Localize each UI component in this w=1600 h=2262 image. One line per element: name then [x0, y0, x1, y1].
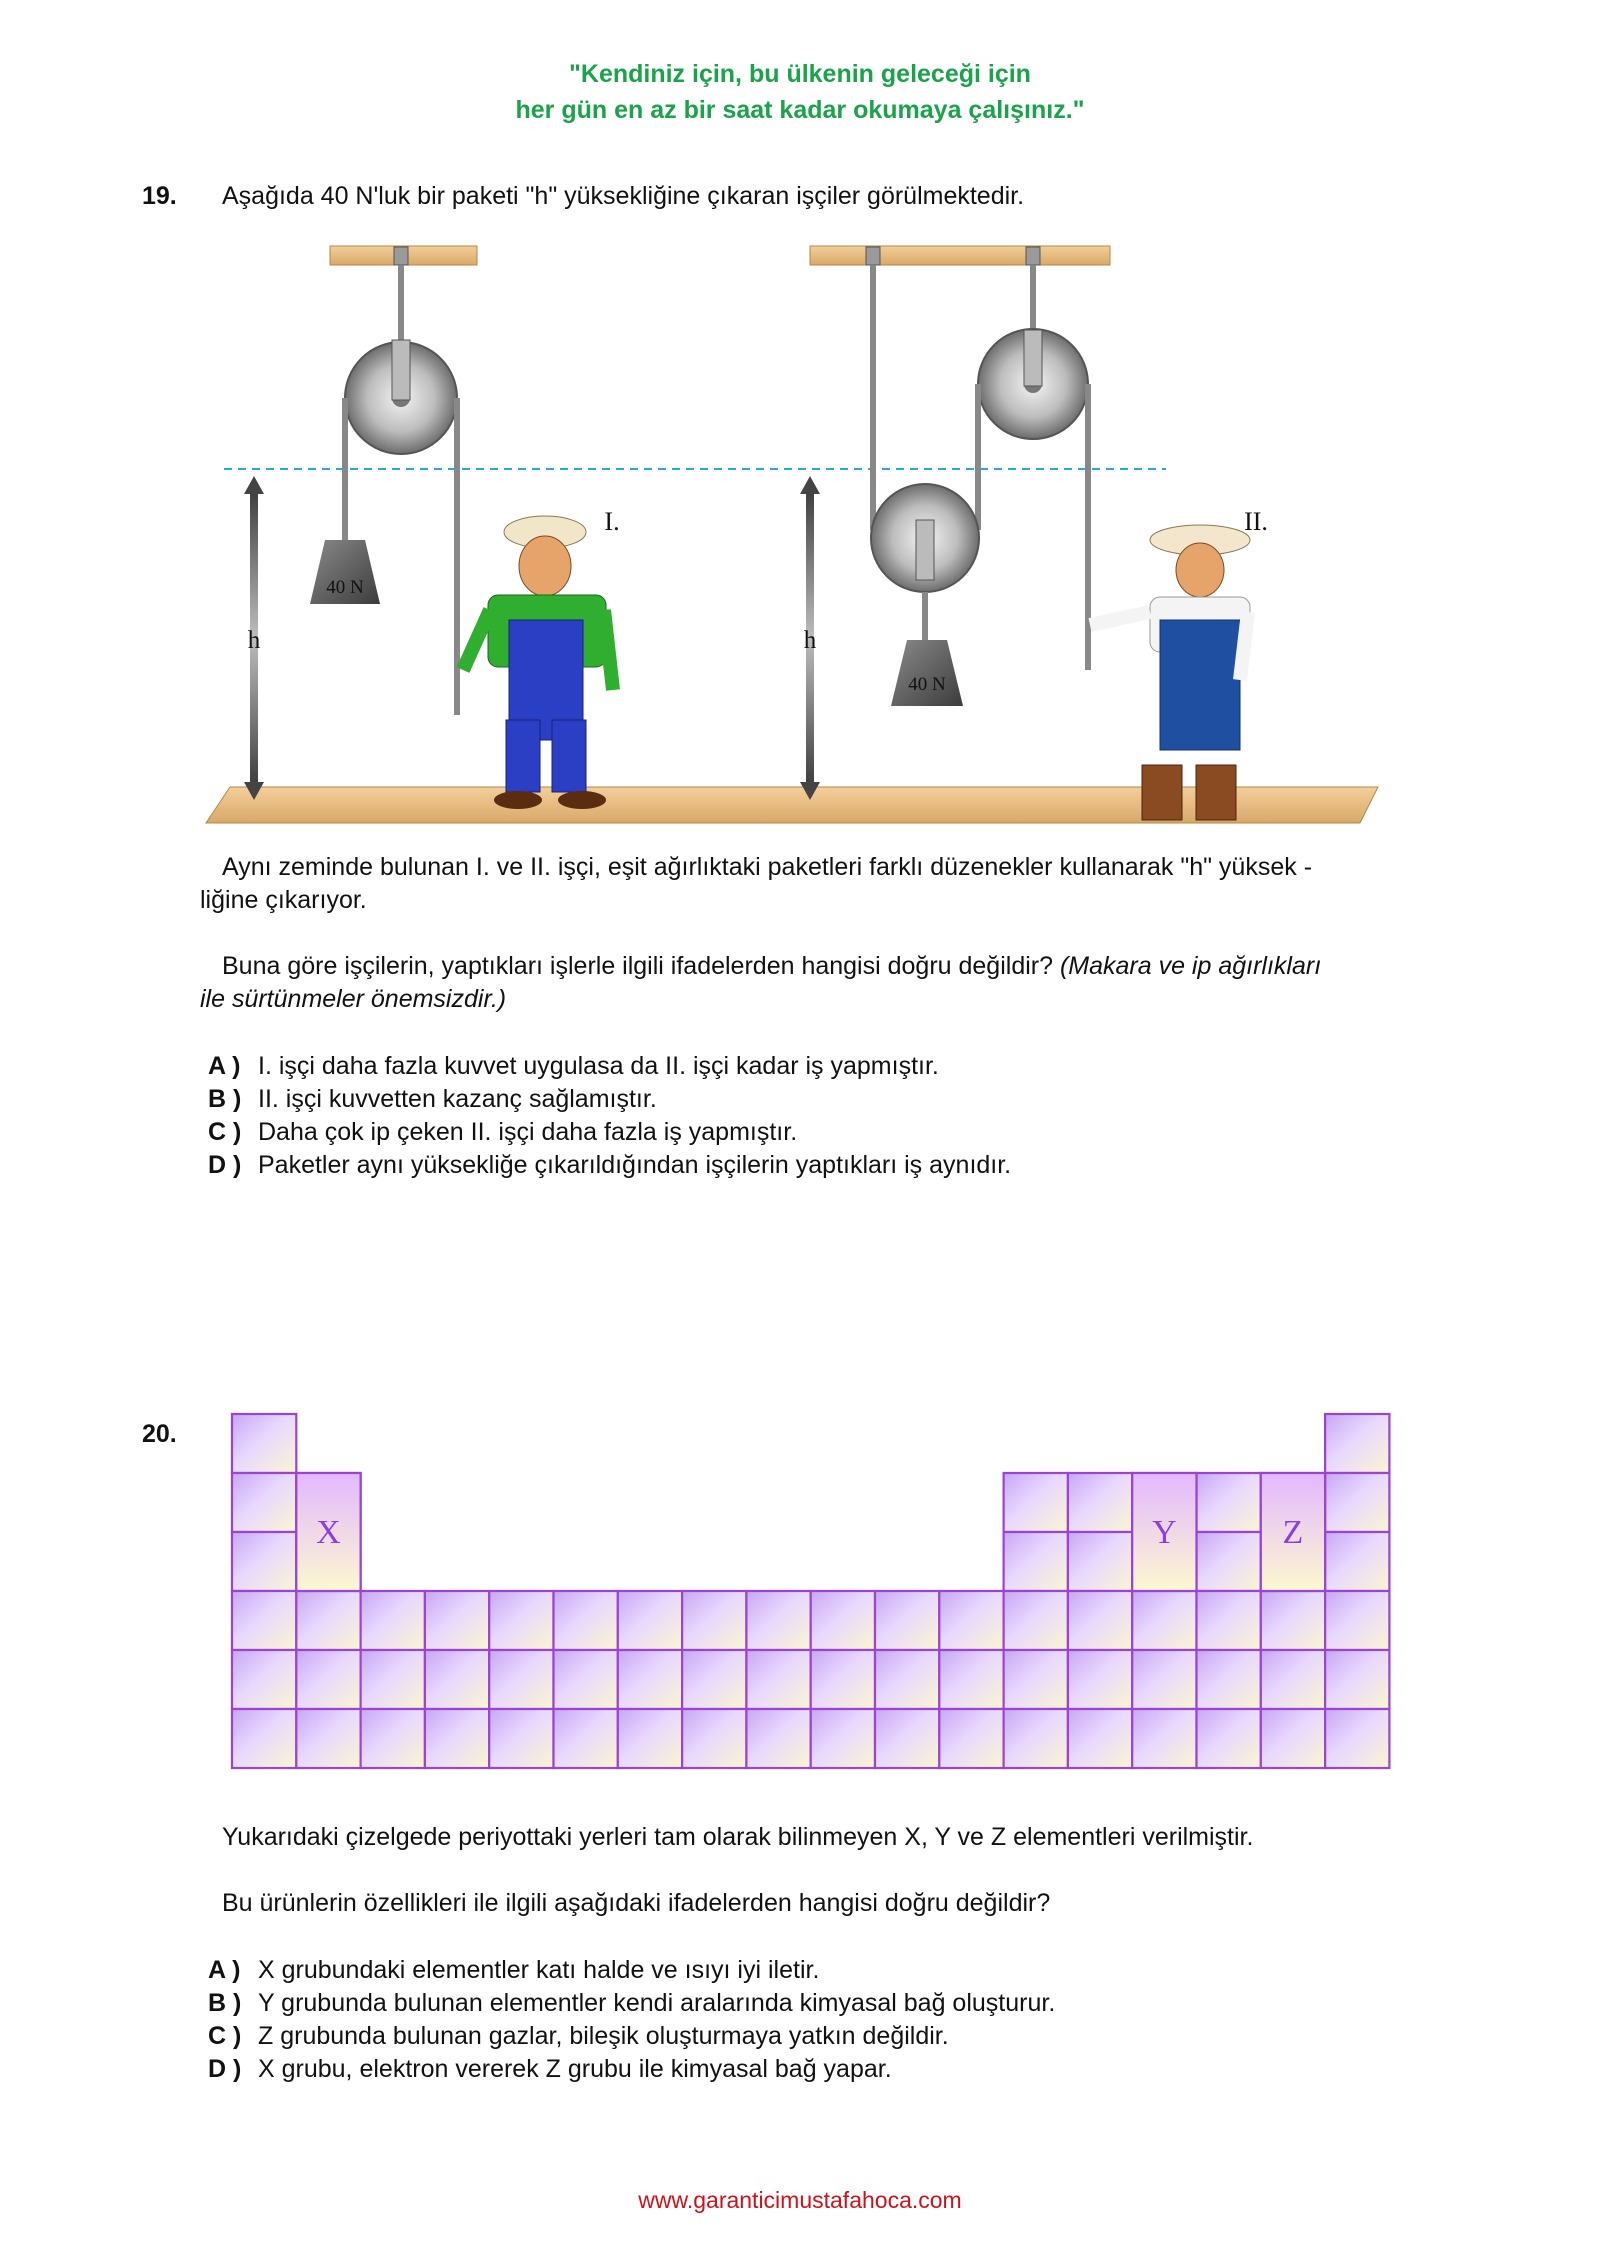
element-y-label: Y	[1152, 1514, 1177, 1551]
table-cell	[1197, 1532, 1261, 1591]
question-19-number: 19.	[142, 182, 177, 210]
table-cell	[811, 1650, 875, 1709]
table-cell	[618, 1709, 682, 1768]
table-cell	[875, 1591, 939, 1650]
weight-label-1: 40 N	[326, 577, 364, 598]
table-cell	[1004, 1650, 1068, 1709]
table-cell	[361, 1709, 425, 1768]
table-cell	[1325, 1709, 1389, 1768]
table-cell	[1132, 1650, 1196, 1709]
table-cell	[682, 1591, 746, 1650]
table-cell	[489, 1709, 553, 1768]
table-cell	[296, 1650, 360, 1709]
table-cell	[1261, 1709, 1325, 1768]
table-cell	[875, 1650, 939, 1709]
table-cell	[1261, 1650, 1325, 1709]
table-cell	[875, 1709, 939, 1768]
worker-label-2: II.	[1244, 507, 1268, 536]
table-cell	[1325, 1473, 1389, 1532]
table-cell	[1004, 1591, 1068, 1650]
question-19-para1-line2: liğine çıkarıyor.	[200, 886, 367, 914]
table-cell	[939, 1709, 1003, 1768]
table-cell	[939, 1591, 1003, 1650]
table-cell	[618, 1591, 682, 1650]
table-cell	[554, 1650, 618, 1709]
table-cell	[1325, 1650, 1389, 1709]
question-20-number: 20.	[142, 1420, 177, 1448]
pulley-figure	[0, 0, 1600, 860]
table-cell	[1068, 1709, 1132, 1768]
table-cell	[425, 1591, 489, 1650]
table-cell	[296, 1591, 360, 1650]
table-cell	[1325, 1414, 1389, 1473]
table-cell	[554, 1709, 618, 1768]
weight-block-2	[891, 640, 963, 706]
table-cell	[1004, 1709, 1068, 1768]
table-cell	[232, 1591, 296, 1650]
table-cell	[1197, 1591, 1261, 1650]
table-cell	[618, 1650, 682, 1709]
periodic-table-outline	[230, 1412, 1400, 1774]
worker-1	[463, 516, 613, 809]
question-19-prompt: Aşağıda 40 N'luk bir paketi "h" yüksekliğine çıkaran işçiler görülmektedir.	[222, 182, 1025, 210]
question-19-question: Buna göre işçilerin, yaptıkları işlerle ilgili ifadelerden hangisi doğru değildir?	[222, 952, 1060, 980]
question-19-note: (Makara ve ip ağırlıkları	[1059, 952, 1322, 980]
table-cell	[1068, 1650, 1132, 1709]
table-cell	[232, 1414, 296, 1473]
table-cell	[361, 1591, 425, 1650]
question-19-option-c[interactable]: C ) Daha çok ip çeken II. işçi daha fazla iş yapmıştır.	[208, 1118, 798, 1146]
question-19-option-a[interactable]: A ) I. işçi daha fazla kuvvet uygulasa da II. işçi kadar iş yapmıştır.	[208, 1052, 939, 1080]
worker-label-1: I.	[604, 507, 620, 536]
table-cell	[425, 1709, 489, 1768]
footer-url[interactable]: www.garanticimustafahoca.com	[638, 2187, 962, 2213]
weight-label-2: 40 N	[908, 674, 946, 695]
question-19-option-d[interactable]: D ) Paketler aynı yüksekliğe çıkarıldığından işçilerin yaptıkları iş aynıdır.	[208, 1151, 1012, 1179]
table-cell	[1197, 1473, 1261, 1532]
table-cell	[296, 1709, 360, 1768]
table-cell	[489, 1650, 553, 1709]
table-cell	[746, 1650, 810, 1709]
question-20-option-d[interactable]: D ) X grubu, elektron vererek Z grubu ile kimyasal bağ yapar.	[208, 2055, 892, 2083]
motto-line-1: "Kendiniz için, bu ülkenin geleceği için	[569, 60, 1031, 88]
question-20-option-a[interactable]: A ) X grubundaki elementler katı halde ve ısıyı iyi iletir.	[208, 1956, 820, 1984]
question-19-note-line2: ile sürtünmeler önemsizdir.)	[200, 985, 507, 1013]
motto-line-2: her gün en az bir saat kadar okumaya çalışınız."	[515, 96, 1085, 124]
table-cell	[746, 1591, 810, 1650]
height-label-2: h	[803, 627, 817, 654]
table-cell	[232, 1532, 296, 1591]
table-cell	[1004, 1473, 1068, 1532]
table-cell	[1197, 1709, 1261, 1768]
table-cell	[1068, 1532, 1132, 1591]
table-cell	[1132, 1591, 1196, 1650]
worker-2	[1090, 525, 1250, 820]
question-19-option-b[interactable]: B ) II. işçi kuvvetten kazanç sağlamıştır.	[208, 1085, 657, 1113]
table-cell	[1132, 1709, 1196, 1768]
table-cell	[554, 1591, 618, 1650]
question-20-para2: Bu ürünlerin özellikleri ile ilgili aşağıdaki ifadelerden hangisi doğru değildir?	[222, 1889, 1051, 1917]
table-cell	[1068, 1591, 1132, 1650]
table-cell	[232, 1473, 296, 1532]
table-cell	[1261, 1591, 1325, 1650]
table-cell	[1068, 1473, 1132, 1532]
table-cell	[1325, 1532, 1389, 1591]
table-cell	[232, 1709, 296, 1768]
table-cell	[1325, 1591, 1389, 1650]
height-label-1: h	[247, 627, 261, 654]
question-20-para1: Yukarıdaki çizelgede periyottaki yerleri tam olarak bilinmeyen X, Y ve Z elementleri verilmiştir.	[222, 1823, 1254, 1851]
ceiling-beam-2	[810, 246, 1110, 265]
question-20-option-b[interactable]: B ) Y grubunda bulunan elementler kendi aralarında kimyasal bağ oluşturur.	[208, 1989, 1056, 2017]
table-cell	[489, 1591, 553, 1650]
question-20-option-c[interactable]: C ) Z grubunda bulunan gazlar, bileşik oluşturmaya yatkın değildir.	[208, 2022, 949, 2050]
table-cell	[811, 1591, 875, 1650]
table-cell	[361, 1650, 425, 1709]
table-cell	[425, 1650, 489, 1709]
table-cell	[1004, 1532, 1068, 1591]
table-cell	[811, 1709, 875, 1768]
table-cell	[939, 1650, 1003, 1709]
element-z-label: Z	[1282, 1514, 1304, 1551]
table-cell	[1197, 1650, 1261, 1709]
table-cell	[232, 1650, 296, 1709]
table-cell	[682, 1650, 746, 1709]
table-cell	[746, 1709, 810, 1768]
element-x-label: X	[316, 1514, 341, 1551]
question-19-para2-line1	[222, 950, 1321, 983]
question-19-para1-line1: Aynı zeminde bulunan I. ve II. işçi, eşit ağırlıktaki paketleri farklı düzenekler kullanarak "h" yüksek -	[222, 853, 1313, 881]
table-cell	[682, 1709, 746, 1768]
